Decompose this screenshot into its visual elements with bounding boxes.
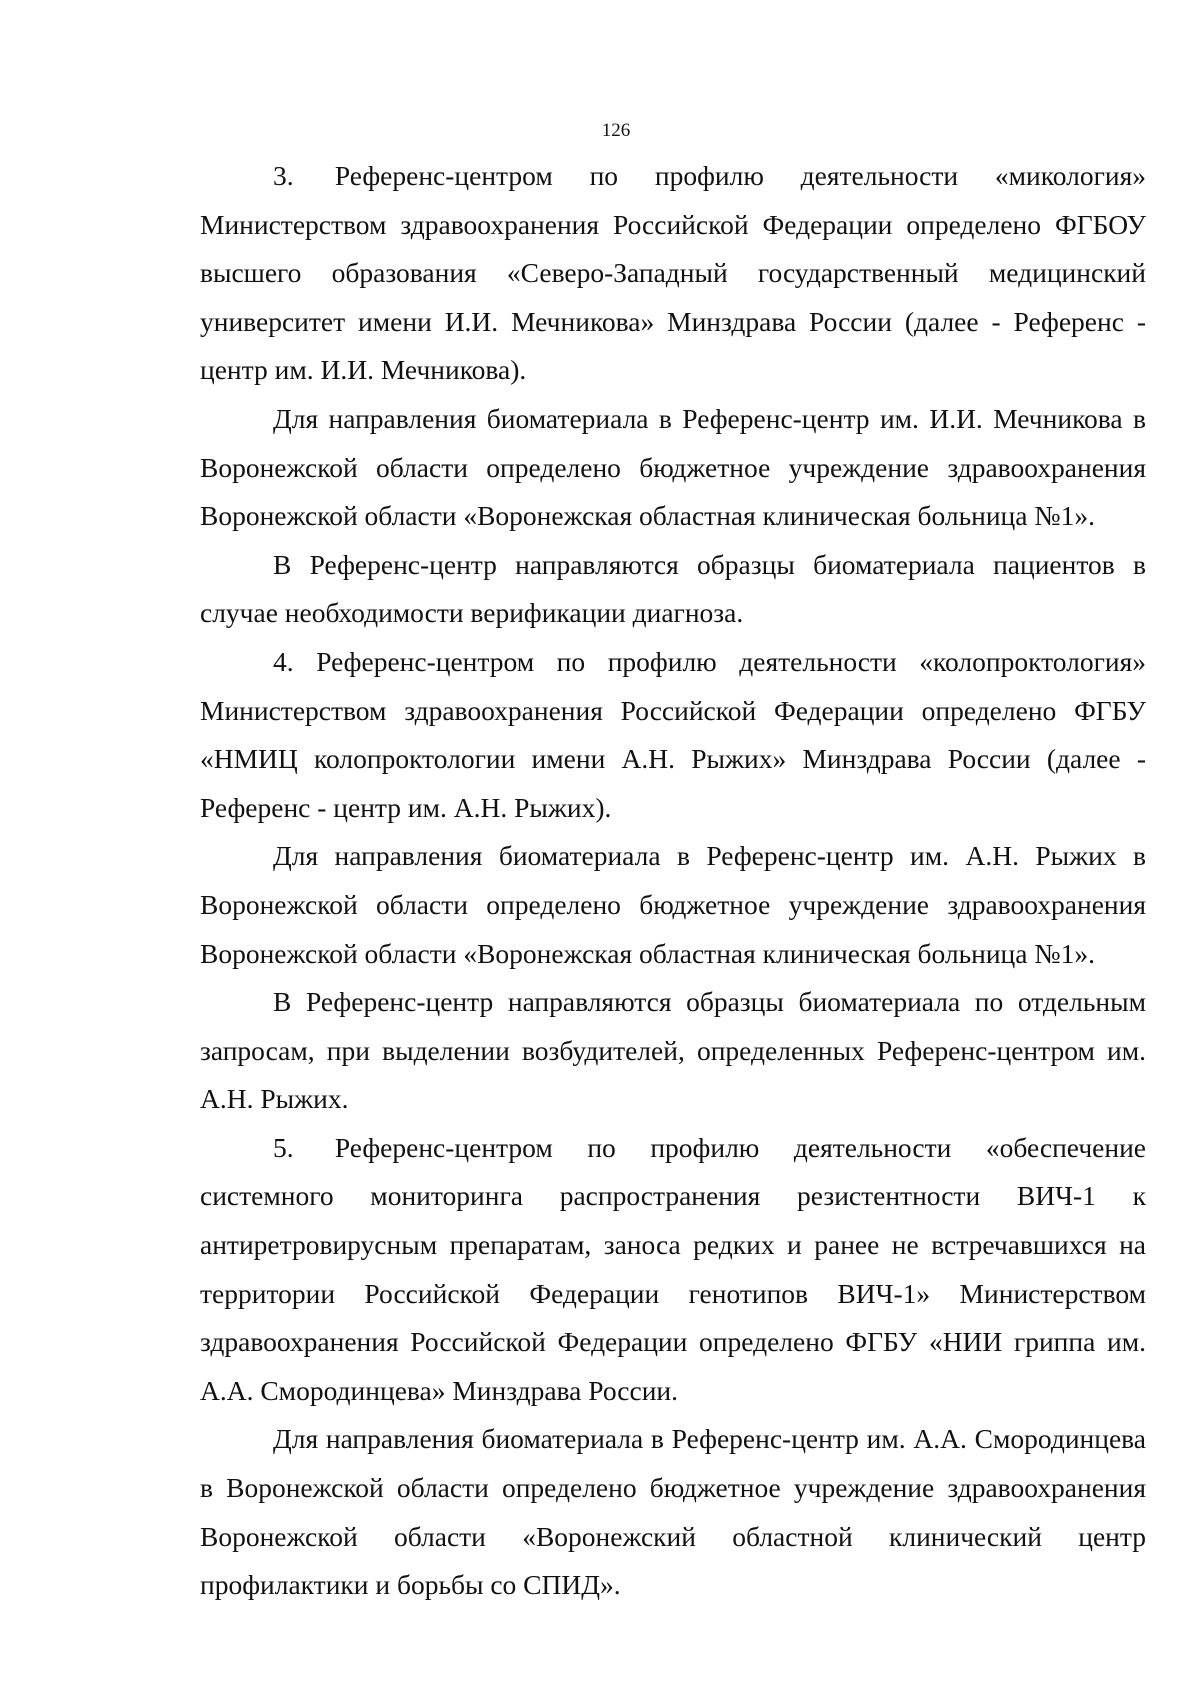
paragraph-mycology-referral: Для направления биоматериала в Референс-центр им. И.И. Мечникова в Воронежской области определено бюджетное учреждение здравоохранения Воронежской области «Воронежская областная клиническая больница №1». <box>200 402 1146 532</box>
paragraph-hiv-referral: Для направления биоматериала в Референс-центр им. А.А. Смородинцева в Воронежской области определено бюджетное учреждение здравоохранения Воронежской области «Воронежский областной клинический центр профилактики и борьбы со СПИД». <box>200 1423 1146 1601</box>
paragraph-coloproctology-samples: В Референс-центр направляются образцы биоматериала по отдельным запросам, при выделении возбудителей, определенных Референс-центром им. А.Н. Рыжих. <box>200 986 1146 1115</box>
paragraph-coloproctology-reference-center: 4. Референс-центром по профилю деятельности «колопроктология» Министерством здравоохранения Российской Федерации определено ФГБУ «НМИЦ колопроктологии имени А.Н. Рыжих» Минздрава России (далее - Референс - центр им. А.Н. Рыжих). <box>200 645 1146 823</box>
page-number: 126 <box>601 120 631 141</box>
paragraph-mycology-reference-center: 3. Референс-центром по профилю деятельности «микология» Министерством здравоохранения Российской Федерации определено ФГБОУ высшего образования «Северо-Западный государственный медицинский университет имени И.И. Мечникова» Минздрава России (далее - Референс - центр им. И.И. Мечникова). <box>200 160 1146 386</box>
document-body <box>200 152 1146 1610</box>
paragraph-mycology-samples: В Референс-центр направляются образцы биоматериала пациентов в случае необходимости верификации диагноза. <box>200 548 1146 629</box>
paragraph-coloproctology-referral: Для направления биоматериала в Референс-центр им. А.Н. Рыжих в Воронежской области определено бюджетное учреждение здравоохранения Воронежской области «Воронежская областная клиническая больница №1». <box>200 840 1146 969</box>
paragraph-hiv-reference-center: 5. Референс-центром по профилю деятельности «обеспечение системного мониторинга распространения резистентности ВИЧ-1 к антиретровирусным препаратам, заноса редких и ранее не встречавшихся на территории Российской Федерации генотипов ВИЧ-1» Министерством здравоохранения Российской Федерации определено ФГБУ «НИИ гриппа им. А.А. Смородинцева» Минздрава России. <box>200 1131 1146 1406</box>
